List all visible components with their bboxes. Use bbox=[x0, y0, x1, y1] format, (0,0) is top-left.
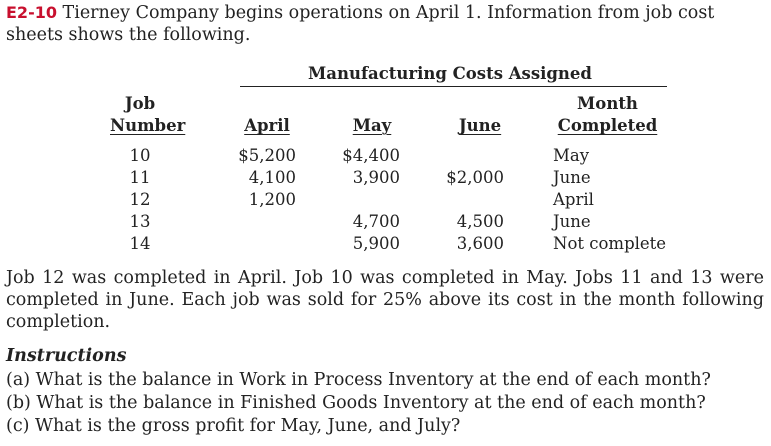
table-cell-completed: April bbox=[553, 190, 594, 209]
header-job-number: Number bbox=[110, 116, 186, 135]
exercise-intro bbox=[6, 2, 766, 46]
table-cell-completed: May bbox=[553, 146, 590, 165]
table-cell-april: 1,200 bbox=[248, 190, 296, 209]
instruction-item-b: (b) What is the balance in Finished Goods Inventory at the end of each month? bbox=[6, 393, 706, 413]
table-cell-job: 12 bbox=[129, 190, 151, 209]
table-cell-may: 4,700 bbox=[352, 212, 400, 231]
header-june: June bbox=[458, 116, 502, 135]
header-may: May bbox=[352, 116, 392, 135]
instructions-title: Instructions bbox=[6, 346, 127, 366]
table-cell-april: $5,200 bbox=[238, 146, 296, 165]
table-cell-job: 14 bbox=[129, 234, 151, 253]
body-paragraph: Job 12 was completed in April. Job 10 was completed in May. Jobs 11 and 13 were completed in June. Each job was sold for 25% above its cost in the month following completion. bbox=[6, 268, 764, 332]
table-cell-completed: June bbox=[553, 168, 591, 187]
instruction-item-c: (c) What is the gross profit for May, June, and July? bbox=[6, 416, 461, 436]
table-cell-may: 3,900 bbox=[352, 168, 400, 187]
table-group-header: Manufacturing Costs Assigned bbox=[308, 64, 592, 83]
group-header-rule bbox=[240, 86, 667, 87]
exercise-intro-text: Tierney Company begins operations on April 1. Information from job cost sheets shows the following. bbox=[6, 3, 715, 45]
table-cell-june: 4,500 bbox=[456, 212, 504, 231]
header-month-line1: Month bbox=[577, 94, 638, 113]
table-cell-june: $2,000 bbox=[446, 168, 504, 187]
table-cell-april: 4,100 bbox=[248, 168, 296, 187]
table-cell-completed: Not complete bbox=[553, 234, 667, 253]
header-month-completed: Completed bbox=[557, 116, 658, 135]
table-cell-may: 5,900 bbox=[352, 234, 400, 253]
table-cell-job: 11 bbox=[129, 168, 151, 187]
header-job-line1: Job bbox=[124, 94, 156, 113]
table-cell-job: 13 bbox=[129, 212, 151, 231]
instruction-item-a: (a) What is the balance in Work in Process Inventory at the end of each month? bbox=[6, 370, 711, 390]
header-april: April bbox=[244, 116, 290, 135]
table-cell-completed: June bbox=[553, 212, 591, 231]
table-cell-may: $4,400 bbox=[342, 146, 400, 165]
table-cell-job: 10 bbox=[129, 146, 151, 165]
table-cell-june: 3,600 bbox=[456, 234, 504, 253]
exercise-number: E2-10 bbox=[6, 3, 57, 22]
